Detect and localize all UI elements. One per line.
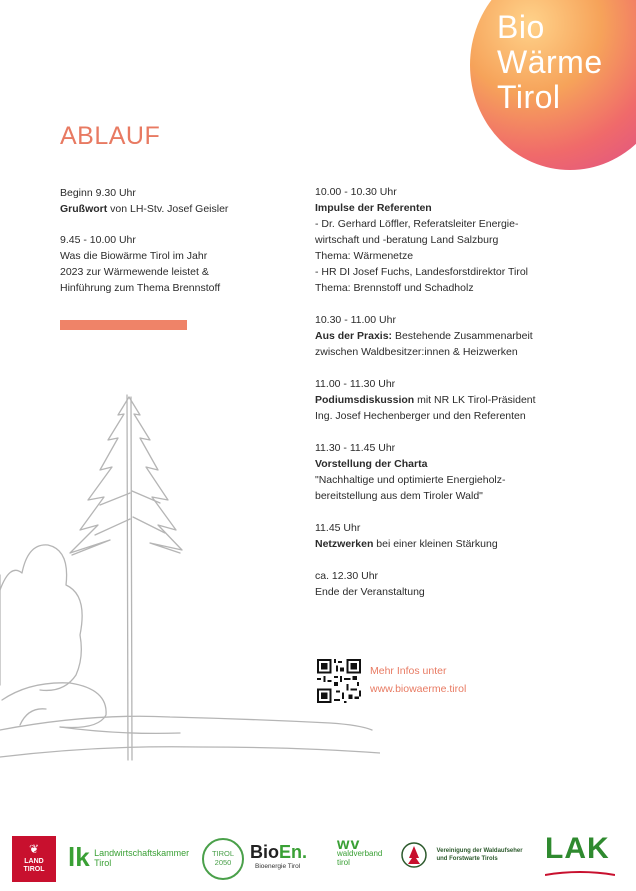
- emblem-icon: [400, 840, 428, 870]
- schedule-line: "Nachhaltige und optimierte Energieholz-: [315, 474, 506, 486]
- tirol2050-line-1: TIROL: [211, 849, 235, 858]
- logo-lak: [545, 834, 615, 882]
- welcome-rest: von LH-Stv. Josef Geisler: [107, 203, 229, 215]
- land-tirol-text: LAND TIROL: [23, 858, 45, 873]
- schedule-time: 10.00 - 10.30 Uhr: [315, 186, 397, 198]
- partner-logos: [0, 828, 636, 888]
- page-title: ABLAUF: [60, 122, 161, 150]
- schedule-bold: Netzwerken: [315, 538, 374, 550]
- more-info-label: Mehr Infos unter: [370, 665, 447, 677]
- welcome-bold: Grußwort: [60, 203, 108, 215]
- brand-line-2: Wärme: [497, 44, 603, 80]
- schedule-line: wirtschaft und -beratung Land Salzburg: [315, 234, 499, 246]
- accent-bar: [60, 320, 187, 330]
- welcome-text: [60, 201, 300, 217]
- item-welcome: [60, 185, 300, 217]
- intro-column: [60, 185, 300, 311]
- lak-swoosh-icon: [545, 871, 615, 877]
- schedule-time: 11.45 Uhr: [315, 522, 361, 534]
- lak-mark: LAK: [545, 832, 610, 865]
- website-link[interactable]: www.biowaerme.tirol: [370, 683, 467, 695]
- schedule-title: Impulse der Referenten: [315, 202, 432, 214]
- schedule-time: 10.30 - 11.00 Uhr: [315, 314, 396, 326]
- logo-waldverband: [337, 836, 383, 867]
- schedule-rest: Bestehende Zusammenarbeit: [392, 330, 533, 342]
- schedule-line: zwischen Waldbesitzer:innen & Heizwerken: [315, 346, 518, 358]
- schedule-line: - Dr. Gerhard Löffler, Referatsleiter Energie-: [315, 218, 519, 230]
- schedule-time: 11.30 - 11.45 Uhr: [315, 442, 396, 454]
- schedule-title: Vorstellung der Charta: [315, 458, 428, 470]
- eagle-icon: ❦: [28, 842, 40, 856]
- schedule-item-1: [315, 184, 605, 296]
- logo-tirol-2050: [202, 838, 244, 880]
- qr-code[interactable]: [317, 659, 361, 703]
- bioen-b: En.: [279, 842, 308, 862]
- intro-line-1: Was die Biowärme Tirol im Jahr: [60, 250, 208, 262]
- schedule-item-2: [315, 312, 605, 360]
- schedule-line: - HR DI Josef Fuchs, Landesforstdirektor Tirol: [315, 266, 528, 278]
- bioen-sub: Bioenergie Tirol: [255, 863, 301, 870]
- schedule-time: ca. 12.30 Uhr: [315, 570, 379, 582]
- brand-title: [497, 10, 603, 115]
- schedule-line: Ing. Josef Hechenberger und den Referenten: [315, 410, 526, 422]
- logo-bioenergie-tirol: [250, 842, 307, 870]
- schedule-line: Thema: Wärmenetze: [315, 250, 414, 262]
- schedule-rest: bei einer kleinen Stärkung: [373, 538, 498, 550]
- item-intro: [60, 232, 300, 296]
- schedule-line: Ende der Veranstaltung: [315, 586, 425, 598]
- logo-landwirtschaftskammer: [68, 842, 189, 873]
- tree-illustration: [0, 385, 380, 775]
- logo-land-tirol: [12, 836, 56, 882]
- wv-line-1: waldverband: [337, 849, 383, 858]
- lk-mark: lk: [68, 842, 90, 872]
- logo-waldaufseher: [400, 840, 523, 870]
- more-info: [370, 662, 466, 698]
- bioen-a: Bio: [250, 842, 279, 862]
- brand-line-3: Tirol: [497, 79, 561, 115]
- lk-name: Landwirtschaftskammer Tirol: [94, 847, 190, 868]
- schedule-rest: mit NR LK Tirol-Präsident: [414, 394, 536, 406]
- welcome-time: Beginn 9.30 Uhr: [60, 187, 136, 199]
- schedule-line: bereitstellung aus dem Tiroler Wald": [315, 490, 483, 502]
- schedule-time: 11.00 - 11.30 Uhr: [315, 378, 396, 390]
- schedule-bold: Aus der Praxis:: [315, 330, 393, 342]
- intro-line-2: 2023 zur Wärmewende leistet &: [60, 266, 209, 278]
- intro-time: 9.45 - 10.00 Uhr: [60, 234, 136, 246]
- schedule-line: [315, 328, 605, 344]
- wv-mark: wv: [337, 836, 361, 853]
- intro-line-3: Hinführung zum Thema Brennstoff: [60, 282, 221, 294]
- wv-line-2: tirol: [337, 858, 350, 867]
- tirol2050-line-2: 2050: [214, 858, 232, 867]
- schedule-bold: Podiumsdiskussion: [315, 394, 415, 406]
- waldaufseher-text: Vereinigung der Waldaufseher und Forstwarte Tirols: [436, 848, 523, 862]
- schedule-line: Thema: Brennstoff und Schadholz: [315, 282, 474, 294]
- brand-line-1: Bio: [497, 9, 545, 45]
